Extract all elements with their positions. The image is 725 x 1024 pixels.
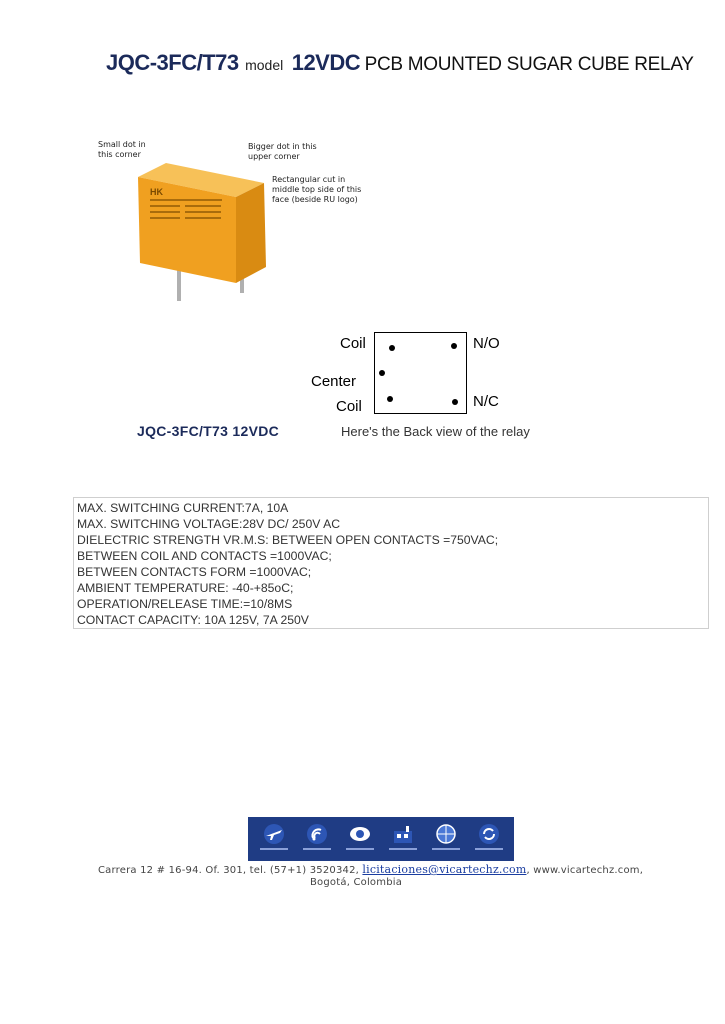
pin-center bbox=[379, 370, 385, 376]
page-title bbox=[106, 50, 694, 76]
footer-address bbox=[98, 863, 644, 876]
footer-email-link[interactable]: licitaciones@vicartechz.com bbox=[362, 863, 527, 876]
recycle-icon bbox=[471, 819, 507, 859]
title-description: PCB MOUNTED SUGAR CUBE RELAY bbox=[364, 54, 694, 75]
globe-icon bbox=[428, 819, 464, 859]
satellite-icon bbox=[342, 819, 378, 859]
footer-address-suffix: , www.vicartechz.com, bbox=[526, 865, 644, 876]
title-model-word: model bbox=[245, 57, 284, 73]
pin-no bbox=[451, 343, 457, 349]
spec-line: AMBIENT TEMPERATURE: -40-+85oC; bbox=[77, 581, 294, 595]
spec-line: BETWEEN CONTACTS FORM =1000VAC; bbox=[77, 565, 312, 579]
model-caption: JQC-3FC/T73 12VDC bbox=[137, 423, 280, 439]
pin-coil-bottom bbox=[387, 396, 393, 402]
spec-line: OPERATION/RELEASE TIME:=10/8MS bbox=[77, 597, 293, 611]
wireless-icon bbox=[299, 819, 335, 859]
pin-nc bbox=[452, 399, 458, 405]
note-rectangular-cut: Rectangular cut in middle top side of this face (beside RU logo) bbox=[272, 175, 362, 204]
airplane-icon bbox=[256, 819, 292, 859]
spec-line: DIELECTRIC STRENGTH VR.M.S: BETWEEN OPEN CONTACTS =750VAC; bbox=[77, 533, 499, 547]
pin-label-nc: N/C bbox=[473, 393, 499, 410]
spec-line: BETWEEN COIL AND CONTACTS =1000VAC; bbox=[77, 549, 332, 563]
pinout-diagram bbox=[374, 332, 467, 414]
back-view-caption: Here's the Back view of the relay bbox=[341, 424, 530, 439]
footer-banner bbox=[248, 817, 514, 861]
pin-label-center: Center bbox=[311, 373, 357, 390]
spec-line: MAX. SWITCHING VOLTAGE:28V DC/ 250V AC bbox=[77, 517, 340, 531]
title-voltage: 12VDC bbox=[291, 50, 361, 75]
spec-line: CONTACT CAPACITY: 10A 125V, 7A 250V bbox=[77, 613, 309, 627]
relay-photo bbox=[130, 155, 275, 305]
note-small-dot: Small dot in this corner bbox=[98, 140, 146, 159]
factory-icon bbox=[385, 819, 421, 859]
spec-line: MAX. SWITCHING CURRENT:7A, 10A bbox=[77, 501, 289, 515]
pin-label-coil-bottom: Coil bbox=[336, 398, 362, 415]
footer-address-prefix: Carrera 12 # 16-94. Of. 301, tel. (57+1) 3520342, bbox=[98, 865, 360, 876]
spec-list bbox=[73, 497, 709, 629]
pin-label-coil-top: Coil bbox=[340, 335, 366, 352]
pin-label-no: N/O bbox=[473, 335, 500, 352]
note-bigger-dot: Bigger dot in this upper corner bbox=[248, 142, 317, 161]
relay-brand: HK bbox=[150, 187, 163, 197]
title-model-code: JQC-3FC/T73 bbox=[106, 50, 239, 75]
footer-city: Bogotá, Colombia bbox=[310, 877, 403, 888]
pin-coil-top bbox=[389, 345, 395, 351]
